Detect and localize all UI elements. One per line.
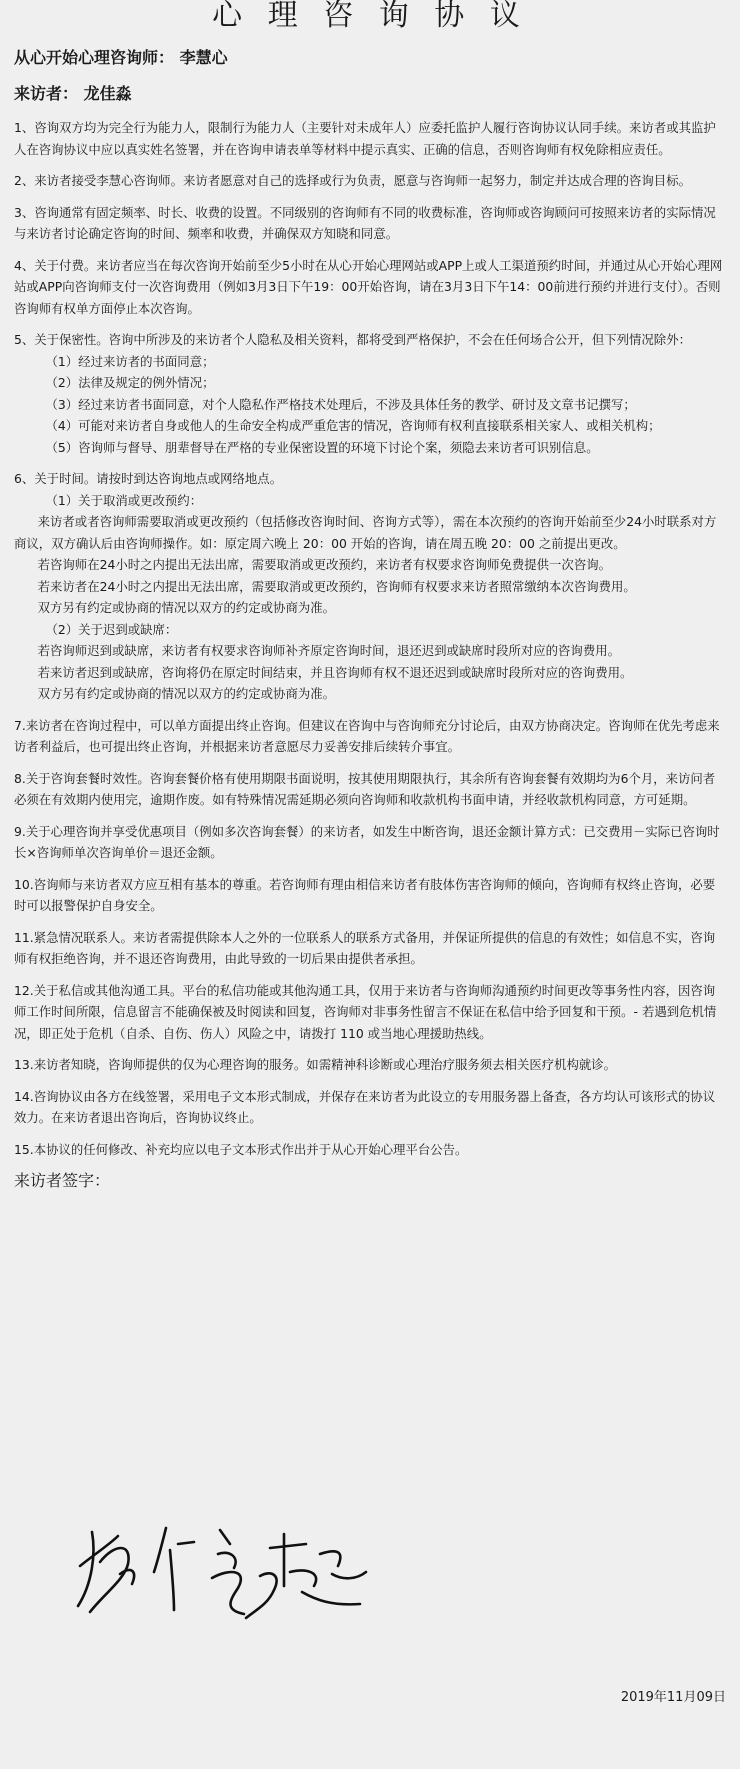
counselor-line: 从心开始心理咨询师： 李慧心 (14, 48, 228, 67)
clause-8: 8.关于咨询套餐时效性。咨询套餐价格有使用期限书面说明，按其使用期限执行，其余所有咨询套餐有效期均为6个月，来访问者必须在有效期内使用完，逾期作废。如有特殊情况需延期必须向咨询师和收款机构书面申请，并经收款机构同意，方可延期。 (14, 770, 716, 807)
clause-4: 4、关于付费。来访者应当在每次咨询开始前至少5小时在从心开始心理网站或APP上或人工渠道预约时间，并通过从心开始心理网站或APP向咨询师支付一次咨询费用（例如3月3日下午19：00开始咨询，请在3月3日下午14：00前进行预约并进行支付）。否则咨询师有权单方面停止本次咨询。 (14, 257, 723, 316)
clause-10: 10.咨询师与来访者双方应互相有基本的尊重。若咨询师有理由相信来访者有肢体伤害咨询师的倾向，咨询师有权终止咨询，必要时可以报警保护自身安全。 (14, 876, 716, 913)
clause-5: 5、关于保密性。咨询中所涉及的来访者个人隐私及相关资料，都将受到严格保护，不会在任何场合公开，但下列情况除外： （1）经过来访者的书面同意； （2）法律及规定的例外情况； （3）经过来访者书面同意，对个人隐私作严格技术处理后，不涉及具体任务的教学、研讨及文章书记撰写； （4）可能对来访者自身或他人的生命安全构成严重危害的情况，咨询师有权利直接联系相关家人、或相关机构； （5）咨询师与督导、朋辈督导在严格的专业保密设置的环境下讨论个案，须隐去来访者可识别信息。 (14, 332, 691, 455)
clause-3: 3、咨询通常有固定频率、时长、收费的设置。不同级别的咨询师有不同的收费标准，咨询师或咨询顾问可按照来访者的实际情况与来访者讨论确定咨询的时间、频率和收费，并确保双方知晓和同意。 (14, 204, 716, 241)
clause-2: 2、来访者接受李慧心咨询师。来访者愿意对自己的选择或行为负责，愿意与咨询师一起努力，制定并达成合理的咨询目标。 (14, 173, 691, 188)
clause-1: 1、咨询双方均为完全行为能力人，限制行为能力人（主要针对未成年人）应委托监护人履行咨询协议认同手续。来访者或其监护人在咨询协议中应以真实姓名签署，并在咨询申请表单等材料中提示真实、正确的信息，否则咨询师有权免除相应责任。 (14, 120, 716, 157)
client-line: 来访者： 龙佳淼 (14, 84, 132, 103)
clause-11: 11.紧急情况联系人。来访者需提供除本人之外的一位联系人的联系方式备用，并保证所提供的信息的有效性；如信息不实，咨询师有权拒绝咨询，并不退还咨询费用，由此导致的一切后果由提供者承担。 (14, 929, 716, 966)
clause-9: 9.关于心理咨询并享受优惠项目（例如多次咨询套餐）的来访者，如发生中断咨询，退还金额计算方式：已交费用－实际已咨询时长×咨询师单次咨询单价＝退还金额。 (14, 823, 720, 860)
handwritten-signature (70, 1514, 390, 1624)
clause-14: 14.咨询协议由各方在线签署，采用电子文本形式制成，并保存在来访者为此设立的专用服务器上备查，各方均认可该形式的协议效力。在来访者退出咨询后，咨询协议终止。 (14, 1088, 716, 1125)
document-title: 心 理 咨 询 协 议 (212, 0, 528, 33)
clause-list (14, 117, 726, 1160)
signature-label: 来访者签字： (14, 1171, 111, 1190)
clause-7: 7.来访者在咨询过程中，可以单方面提出终止咨询。但建议在咨询中与咨询师充分讨论后，由双方协商决定。咨询师在优先考虑来访者利益后，也可提出终止咨询，并根据来访者意愿尽力妥善安排后续转介事宜。 (14, 717, 720, 754)
clause-6: 6、关于时间。请按时到达咨询地点或网络地点。 （1）关于取消或更改预约： 来访者或者咨询师需要取消或更改预约（包括修改咨询时间、咨询方式等），需在本次预约的咨询开始前至少24小时联系对方商议，双方确认后由咨询师操作。如：原定周六晚上 20：00 开始的咨询，请在周五晚 20：00 之前提出更改。 若咨询师在24小时之内提出无法出席，需要取消或更改预约，来访者有权要求咨询师免费提供一次咨询。 若来访者在24小时之内提出无法出席，需要取消或更改预约，咨询师有权要求来访者照常缴纳本次咨询费用。 双方另有约定或协商的情况以双方的约定或协商为准。 （2）关于迟到或缺席： 若咨询师迟到或缺席，来访者有权要求咨询师补齐原定咨询时间，退还迟到或缺席时段所对应的咨询费用。 若来访者迟到或缺席，咨询将仍在原定时间结束，并且咨询师有权不退还迟到或缺席时段所对应的咨询费用。 双方另有约定或协商的情况以双方的约定或协商为准。 (14, 471, 717, 701)
clause-13: 13.来访者知晓，咨询师提供的仅为心理咨询的服务。如需精神科诊断或心理治疗服务须去相关医疗机构就诊。 (14, 1057, 617, 1072)
signing-date: 2019年11月09日 (620, 1690, 726, 1705)
clause-15: 15.本协议的任何修改、补充均应以电子文本形式作出并于从心开始心理平台公告。 (14, 1141, 468, 1157)
clause-12: 12.关于私信或其他沟通工具。平台的私信功能或其他沟通工具，仅用于来访者与咨询师沟通预约时间更改等事务性内容，因咨询师工作时间所限，信息留言不能确保被及时阅读和回复，咨询师对非事务性留言不保证在私信中给予回复和干预。- 若遇到危机情况，即正处于危机（自杀、自伤、伤人）风险之中，请拨打 110 或当地心理援助热线。 (14, 982, 717, 1041)
